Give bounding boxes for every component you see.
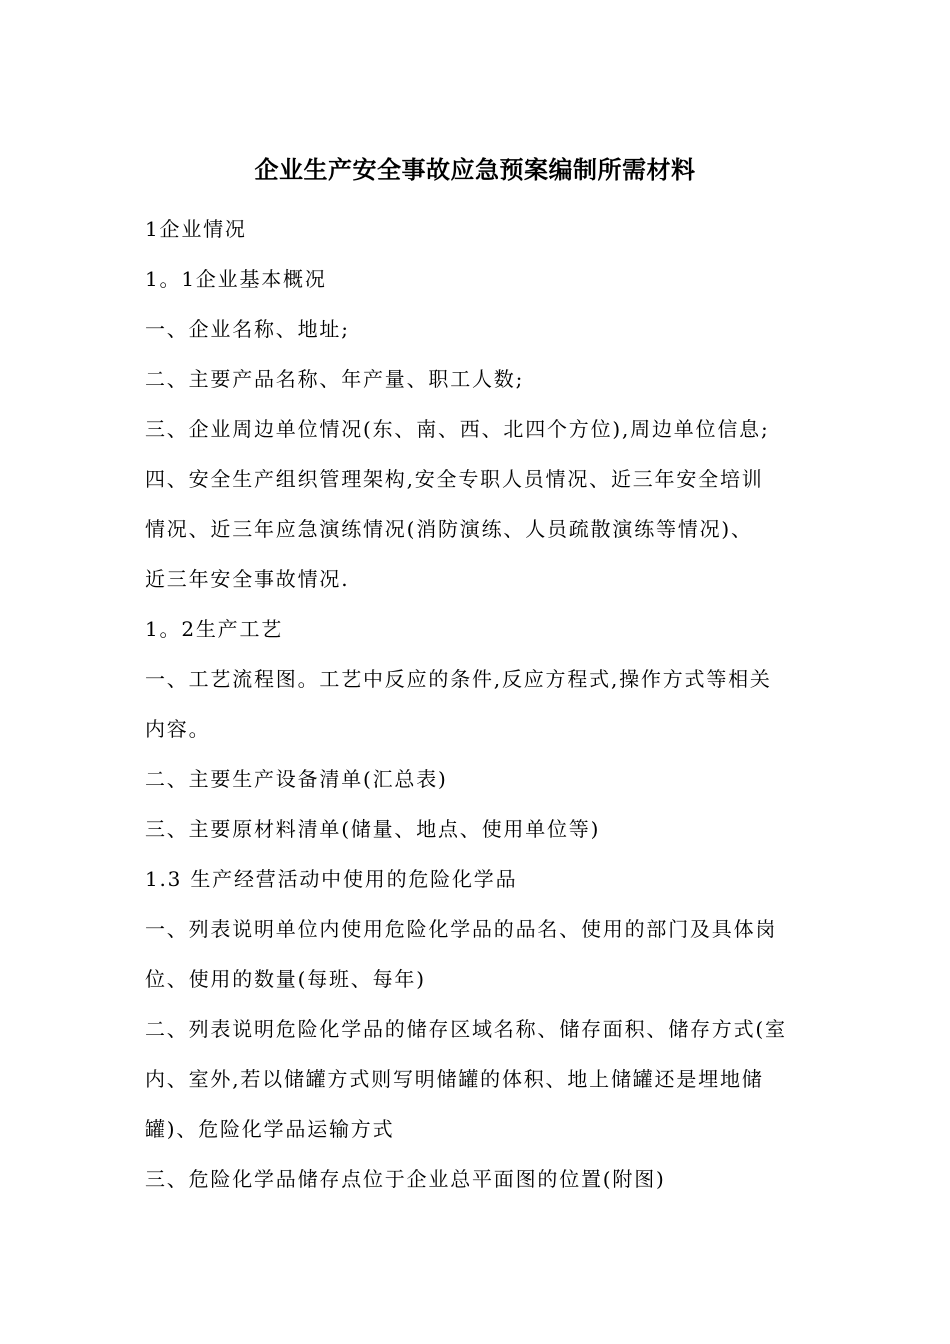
subsection-heading: 1。1企业基本概况 [145, 267, 327, 291]
paragraph-line: 一、工艺流程图。工艺中反应的条件,反应方程式,操作方式等相关 [145, 667, 772, 691]
subsection-heading: 1。2生产工艺 [145, 617, 284, 641]
paragraph-line: 情况、近三年应急演练情况(消防演练、人员疏散演练等情况)、 [145, 517, 753, 541]
paragraph-line: 二、主要生产设备清单(汇总表) [145, 767, 448, 791]
paragraph-line: 二、主要产品名称、年产量、职工人数; [145, 367, 525, 391]
paragraph-line: 一、列表说明单位内使用危险化学品的品名、使用的部门及具体岗 [145, 917, 778, 941]
paragraph-line: 四、安全生产组织管理架构,安全专职人员情况、近三年安全培训 [145, 467, 764, 491]
document-body [145, 204, 820, 1204]
paragraph-line: 三、主要原材料清单(储量、地点、使用单位等) [145, 817, 601, 841]
paragraph-line: 罐)、危险化学品运输方式 [145, 1117, 395, 1141]
section-heading: 1企业情况 [145, 217, 247, 241]
paragraph-line: 一、企业名称、地址; [145, 317, 350, 341]
paragraph-line: 三、危险化学品储存点位于企业总平面图的位置(附图) [145, 1167, 666, 1191]
paragraph-line: 内、室外,若以储罐方式则写明储罐的体积、地上储罐还是埋地储 [145, 1067, 764, 1091]
paragraph-line: 二、列表说明危险化学品的储存区域名称、储存面积、储存方式(室 [145, 1017, 787, 1041]
paragraph-line: 内容。 [145, 717, 211, 741]
document-title: 企业生产安全事故应急预案编制所需材料 [254, 155, 696, 184]
paragraph-line: 三、企业周边单位情况(东、南、西、北四个方位),周边单位信息; [145, 417, 770, 441]
paragraph-line: 近三年安全事故情况. [145, 567, 350, 591]
subsection-heading: 1.3 生产经营活动中使用的危险化学品 [145, 867, 518, 891]
paragraph-line: 位、使用的数量(每班、每年) [145, 967, 426, 991]
